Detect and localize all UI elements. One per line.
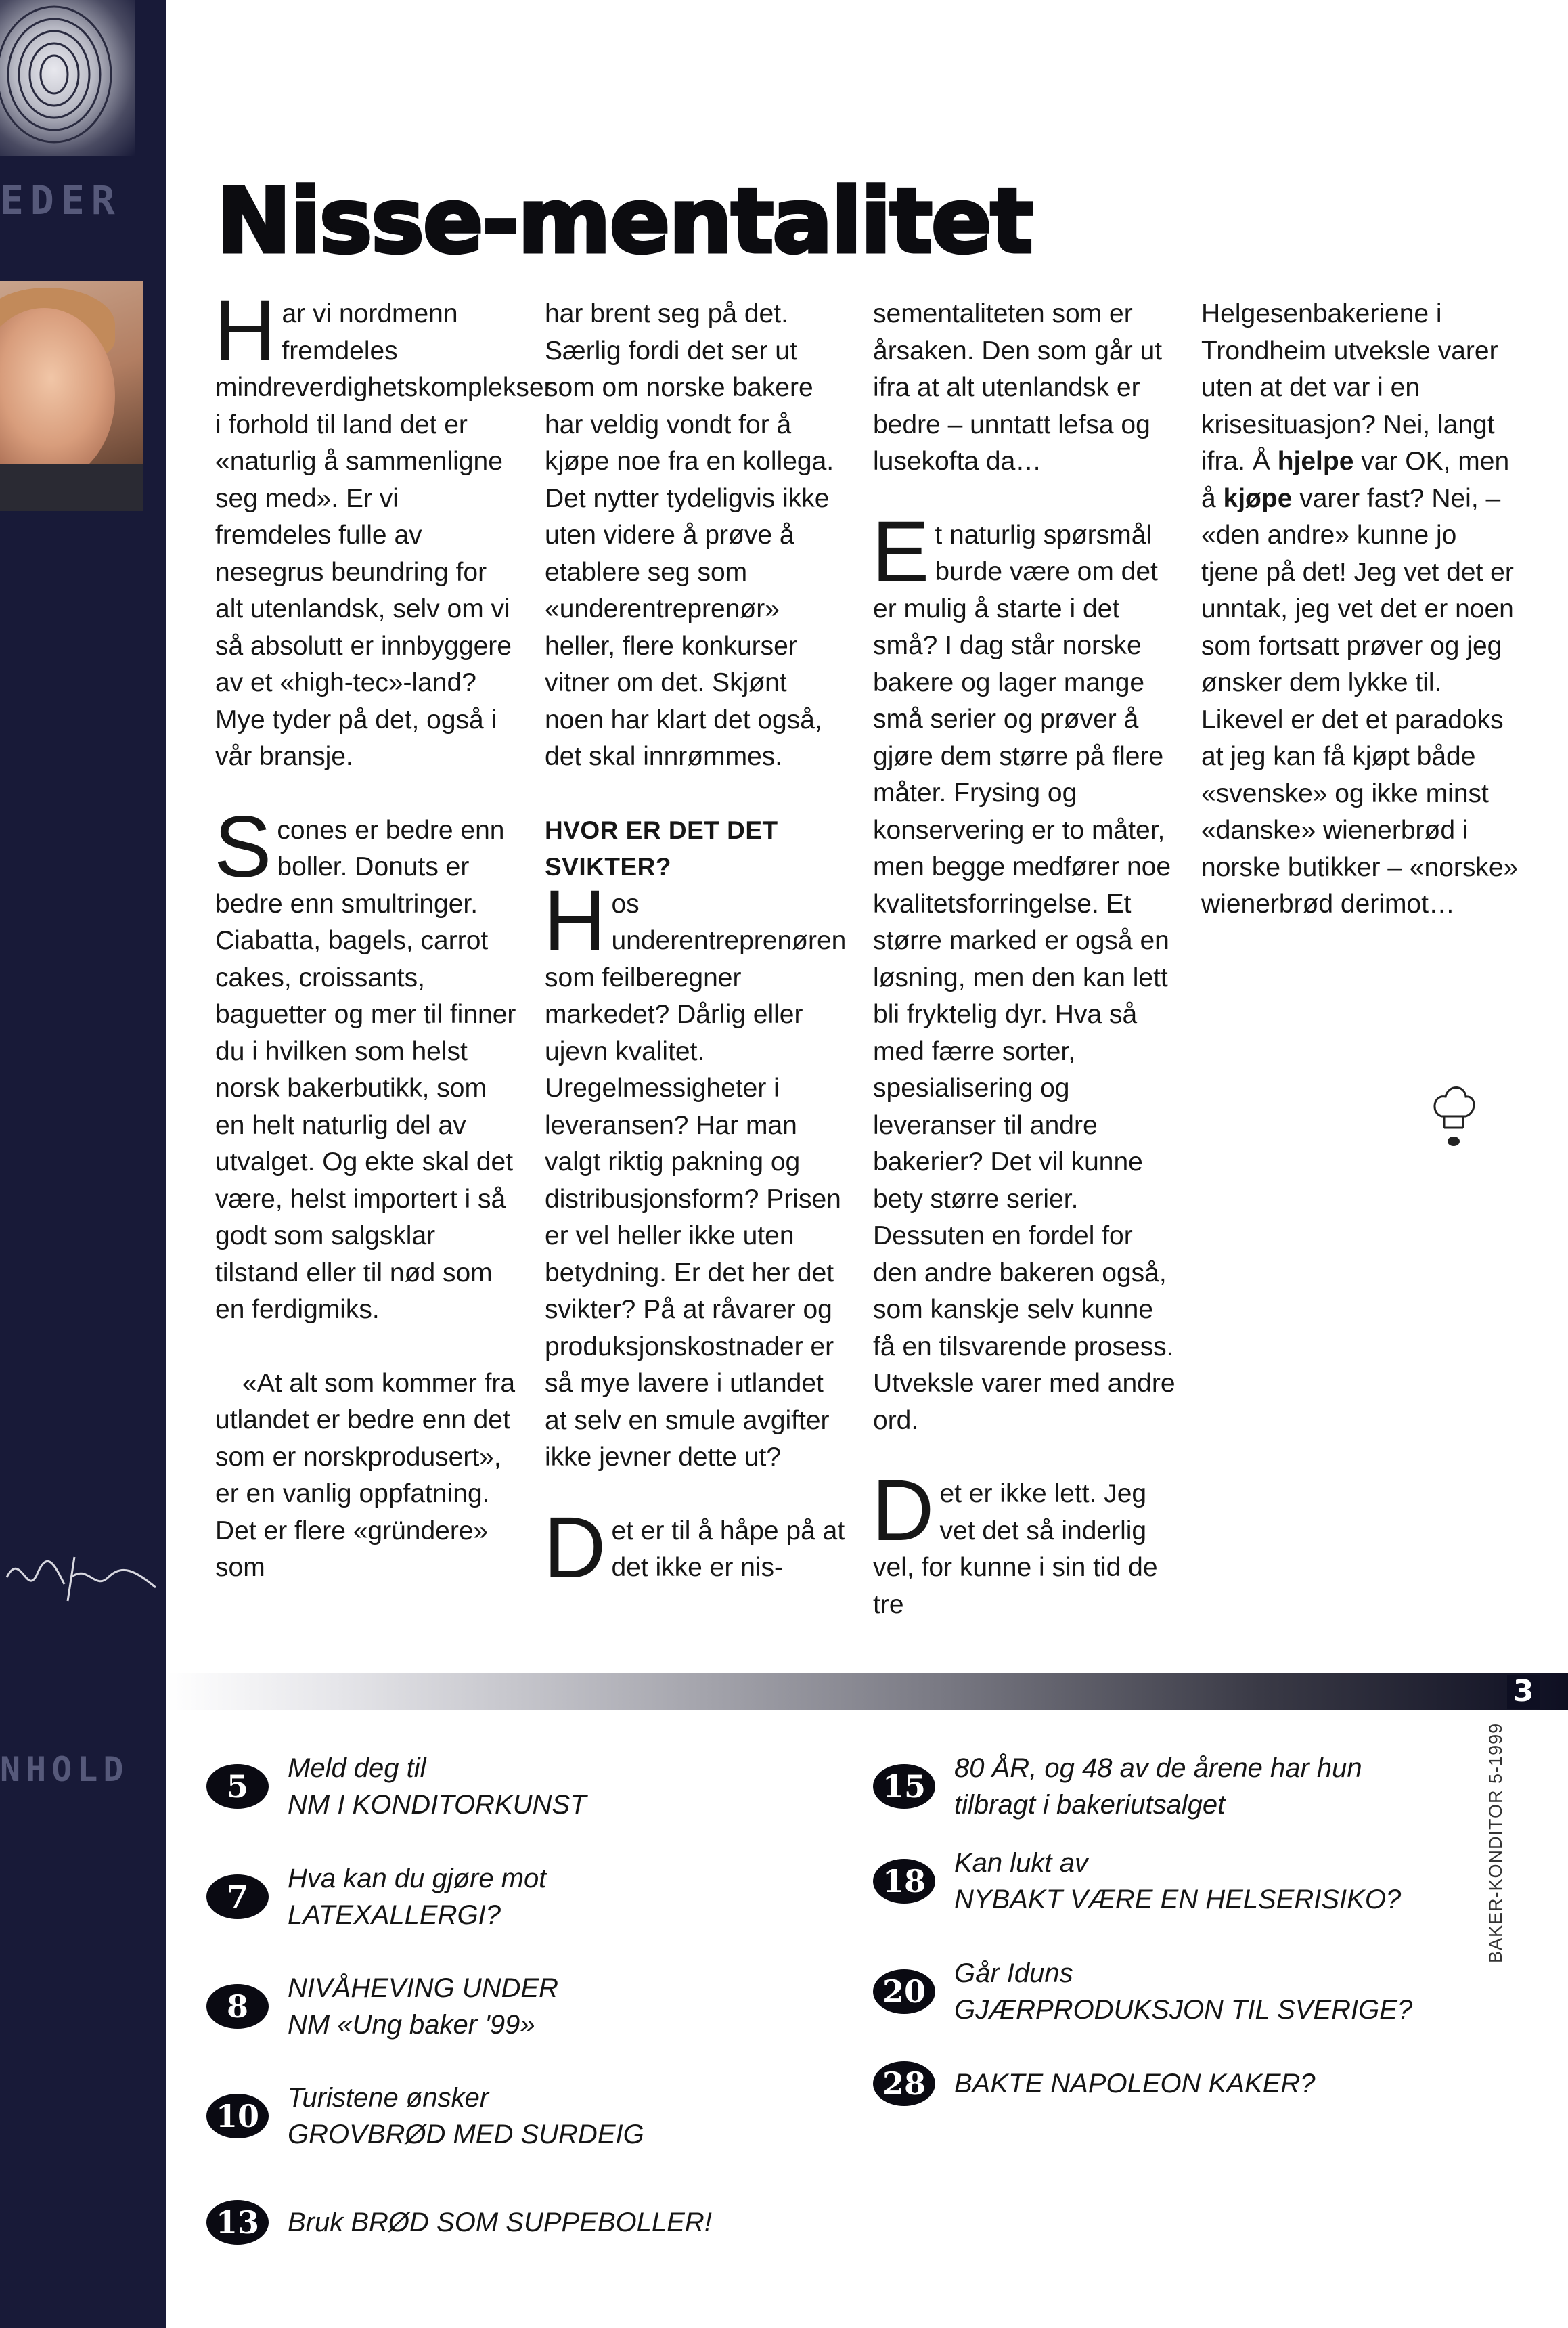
toc-title [954,1845,1401,1918]
toc-title [288,2080,644,2153]
fingerprint-icon [0,0,135,156]
toc-item[interactable] [206,1860,546,1933]
toc-item[interactable] [873,1845,1401,1918]
article-column-3 [873,296,1178,1623]
toc-page-badge: 5 [206,1764,269,1809]
paragraph-text: «At alt som kommer fra utlandet er bedre enn det som er norskprodusert», er en vanlig oppfatning. Det er flere «gründere» som [215,1368,516,1582]
toc-title-line: Kan lukt av [954,1848,1088,1878]
toc-item[interactable] [206,2080,644,2153]
toc-page-badge: 8 [206,1984,269,2029]
toc-item[interactable] [873,1955,1412,2028]
toc-title-line: GROVBRØD MED SURDEIG [288,2120,644,2149]
toc-page-badge: 28 [873,2061,935,2106]
paragraph-text: et er til å håpe på at det ikke er nis- [611,1516,845,1582]
paragraph-text: t naturlig spørsmål burde være om det er mulig å starte i det små? I dag står norske bakere og lager mange små serier og prøver å gjøre dem større på flere måter. Frysing og konservering er to måter, men begge medfører noe kvalitetsforringelse. Et større marked er også en løsning, men den kan lett bli fryktelig dyr. Hva så med færre sorter, spesialisering og leveranser til andre bakerier? Det vil kunne bety større serier. Dessuten en fordel for den andre bakeren også, som kanskje selv kunne få en tilsvarende prosess. Utveksle varer med andre ord. [873,520,1175,1435]
toc-title-line: GJÆRPRODUKSJON TIL SVERIGE? [954,1995,1413,2025]
article-title: Nisse-mentalitet [217,169,1032,273]
toc-title-line: BAKTE NAPOLEON KAKER? [954,2069,1316,2099]
toc-title-line: NM I KONDITORKUNST [288,1790,587,1820]
drop-cap: H [543,872,606,969]
toc-title-line: tilbragt i bakeriutsalget [954,1790,1226,1820]
toc-title [288,1860,546,1933]
toc-item[interactable] [206,2200,712,2245]
paragraph [543,1499,849,1596]
paragraph [214,282,553,776]
toc-page-badge: 13 [206,2200,269,2245]
toc-title [954,2065,1316,2102]
toc-item[interactable] [206,1970,558,2043]
toc-title-line: Går Iduns [954,1958,1073,1988]
toc-title-line: LATEXALLERGI? [288,1900,501,1930]
toc-title-line: NIVÅHEVING UNDER [288,1973,559,2003]
paragraph-text: var OK, men å [1201,447,1510,513]
paragraph [872,1462,1178,1623]
divider-band [166,1673,1568,1710]
paragraph [872,503,1178,1440]
toc-title [954,1750,1362,1823]
paragraph-text: har brent seg på det. Særlig fordi det ser ut som om norske bakere har veldig vondt for å kjøpe noe fra en kollega. Det nytter tydeligvis ikke uten videre å prøve å etablere seg som «underentreprenør» heller, flere konkurser vitner om det. Skjønt noen har klart det også, det skal innrømmes. [545,299,834,771]
toc-page-badge: 10 [206,2094,269,2138]
toc-title-line: NYBAKT VÆRE EN HELSERISIKO? [954,1885,1402,1914]
paragraph-text: os underentreprenøren som feilberegner markedet? Dårlig eller ujevn kvalitet. Uregelmessigheter i leveransen? Har man valgt riktig pakning og distribusjonsform? Prisen er vel heller ikke uten betydning. Er det her det svikter? På at råvarer og produksjonskostnader er så mye lavere i utlandet at selv en smule avgifter ikke jevner dette ut? [545,889,847,1472]
paragraph-text: cones er bedre enn boller. Donuts er bedre enn smultringer. Ciabatta, bagels, carrot cakes, croissants, baguetter og mer til finner du i hvilken som helst norsk bakerbutikk, som en helt naturlig del av utvalget. Og ekte skal det være, helst importert i så godt som salgsklar tilstand eller til nød som en ferdigmiks. [215,815,516,1324]
emphasis-kjope: kjøpe [1223,483,1293,513]
toc-item[interactable] [873,2061,1316,2106]
magazine-reference: BAKER-KONDITOR 5-1999 [1485,1722,1506,1963]
paragraph-text: ar vi nordmenn fremdeles mindreverdighetskomplekser i forhold til land det er «naturlig å sammenligne seg med». Er vi fremdeles fulle av nesegrus beundring for alt utenlandsk, selv om vi så absolutt er innbyggere av et «high-tec»-land? Mye tyder på det, også i vår bransje. [215,299,553,771]
article-column-4 [1201,296,1519,923]
drop-cap: S [214,798,272,896]
paragraph-text: varer fast? Nei, – «den andre» kunne jo tjene på det! Jeg vet det er unntak, jeg vet det er noen som fortsatt prøver og jeg ønsker dem lykke til. Likevel er det et paradoks at jeg kan få kjøpt både «svenske» og ikke minst «danske» wienerbrød i norske butikker – «norske» wienerbrød derimot… [1201,483,1519,919]
drop-cap: D [872,1462,935,1559]
emphasis-hjelpe: hjelpe [1277,447,1354,476]
drop-cap: H [214,282,277,379]
paragraph-text: Helgesenbakeriene i Trondheim utveksle varer uten at det var i en krisesituasjon? Nei, langt ifra. Å [1201,299,1498,476]
paragraph [214,798,520,1329]
article-column-2 [543,296,849,1596]
section-label-innhold: NHOLD [0,1750,129,1789]
toc-item[interactable] [206,1750,587,1823]
author-shirt [0,464,143,511]
toc-title-line: 80 ÅR, og 48 av de årene har hun [954,1753,1362,1783]
page-number: 3 [1507,1675,1540,1709]
toc-page-badge: 20 [873,1969,935,2014]
toc-page-badge: 15 [873,1764,935,1809]
toc-page-badge: 7 [206,1874,269,1919]
toc-title-line: Hva kan du gjøre mot [288,1864,547,1893]
article-column-1 [214,282,553,1587]
paragraph [1201,296,1519,923]
toc-title [288,1750,587,1823]
author-photo [0,281,143,511]
toc-title [288,2204,712,2241]
subheading: HVOR ER DET DET SVIKTER? [545,816,778,881]
toc-page-badge: 18 [873,1859,935,1904]
toc-title-line: NM «Ung baker '99» [288,2010,535,2040]
author-signature [0,1537,166,1611]
drop-cap: E [872,503,930,600]
toc-title [288,1970,558,2043]
toc-item[interactable] [873,1750,1362,1823]
toc-title-line: Meld deg til [288,1753,426,1783]
paragraph-text: sementaliteten som er årsaken. Den som går ut ifra at alt utenlandsk er bedre – unntatt lefsa og lusekofta da… [873,299,1163,476]
section-label-leder: EDER [0,177,122,223]
chef-hat-icon [1429,1079,1477,1154]
drop-cap: D [543,1499,606,1596]
paragraph [543,872,849,1476]
fingerprint-thumbnail [0,0,135,156]
toc-title [954,1955,1412,2028]
paragraph-text: et er ikke lett. Jeg vet det så inderlig vel, for kunne i sin tid de tre [873,1479,1158,1619]
toc-title-line: Turistene ønsker [288,2083,489,2113]
toc-title-line: Bruk BRØD SOM SUPPEBOLLER! [288,2208,712,2237]
